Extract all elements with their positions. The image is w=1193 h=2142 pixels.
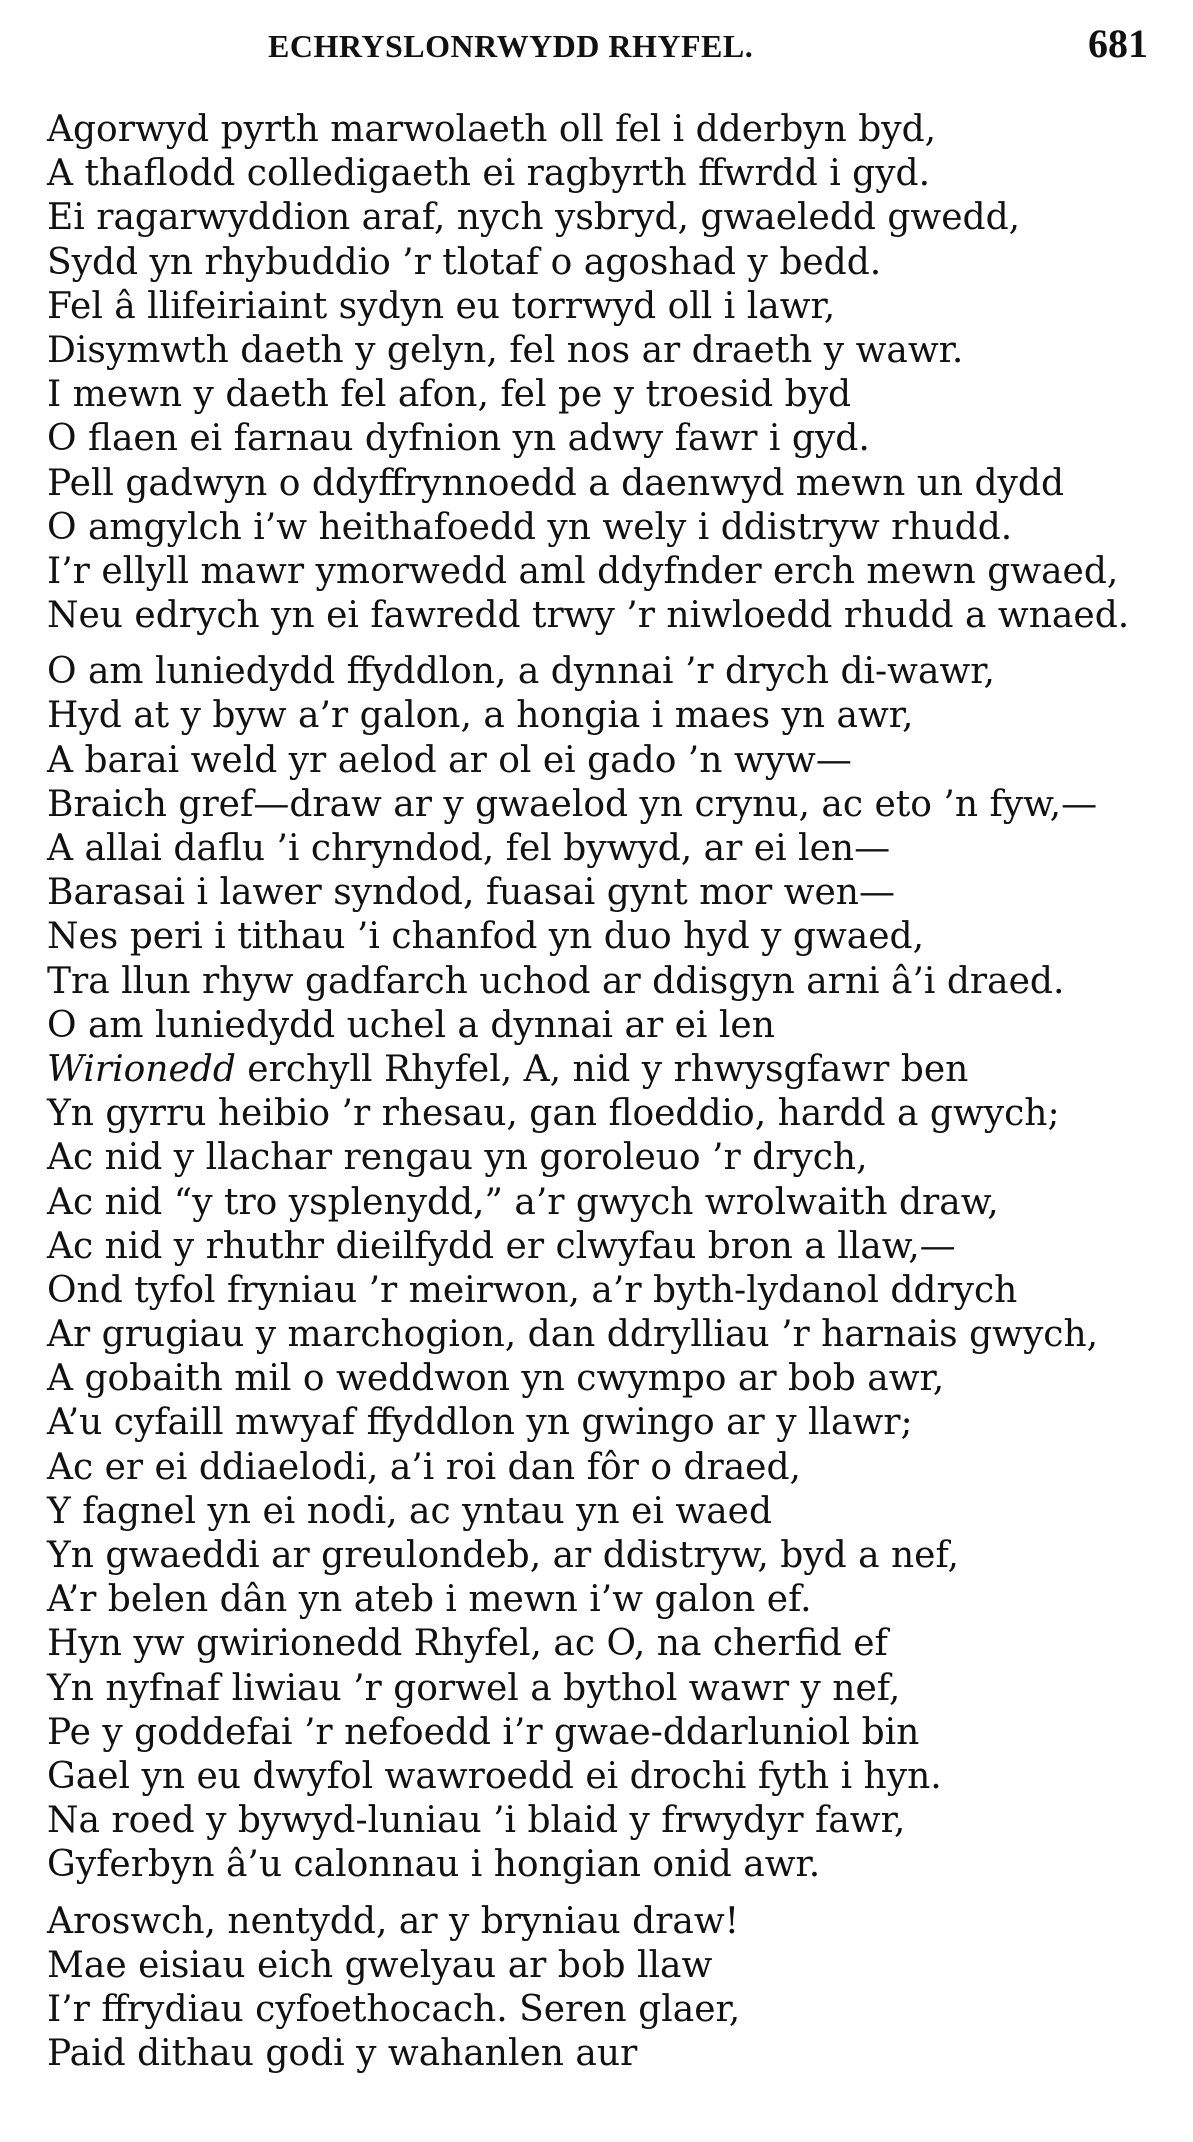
- poem-line: Ac nid y llachar rengau yn goroleuo ’r drych,: [47, 1137, 868, 1179]
- poem-line: Gyferbyn â’u calonnau i hongian onid awr.: [47, 1844, 821, 1886]
- poem-line: Fel â llifeiriaint sydyn eu torrwyd oll i lawr,: [47, 285, 836, 327]
- poem-line: Hyn yw gwirionedd Rhyfel, ac O, na cherfid ef: [47, 1623, 888, 1665]
- stanza-1: [47, 108, 1167, 638]
- poem-line: Yn nyfnaf liwiau ’r gorwel a bythol wawr y nef,: [47, 1667, 901, 1709]
- poem-line: Gael yn eu dwyfol wawroedd ei drochi fyth i hyn.: [47, 1755, 942, 1797]
- poem-line: Mae eisiau eich gwelyau ar bob llaw: [47, 1944, 713, 1986]
- stanza-3: [47, 1900, 1167, 2077]
- poem-line: Agorwyd pyrth marwolaeth oll fel i dderbyn byd,: [47, 109, 937, 150]
- poem-line: Neu edrych yn ei fawredd trwy ’r niwloedd rhudd a wnaed.: [47, 595, 1130, 637]
- poem-line: Hyd at y byw a’r galon, a hongia i maes yn awr,: [47, 695, 914, 737]
- poem-line: Sydd yn rhybuddio ’r tlotaf o agoshad y bedd.: [47, 241, 882, 283]
- poem-line: O flaen ei farnau dyfnion yn adwy fawr i gyd.: [47, 418, 870, 460]
- running-title: ECHRYSLONRWYDD RHYFEL.: [268, 28, 754, 64]
- poem-line: I’r ellyll mawr ymorwedd aml ddyfnder erch mewn gwaed,: [47, 550, 1119, 592]
- poem-line: Pell gadwyn o ddyffrynnoedd a daenwyd mewn un dydd: [47, 462, 1064, 504]
- poem-line: Barasai i lawer syndod, fuasai gynt mor wen—: [47, 872, 895, 914]
- poem-line: Ond tyfol fryniau ’r meirwon, a’r byth-lydanol ddrych: [47, 1269, 1018, 1311]
- page-number: 681: [1088, 21, 1148, 66]
- poem-line: A allai daflu ’i chryndod, fel bywyd, ar ei len—: [47, 828, 891, 869]
- poem-line: Ac nid “y tro ysplenydd,” a’r gwych wrolwaith draw,: [47, 1181, 999, 1223]
- poem-line: A’u cyfaill mwyaf ffyddlon yn gwingo ar y llawr;: [47, 1402, 913, 1444]
- poem-line: A’r belen dân yn ateb i mewn i’w galon ef.: [47, 1579, 812, 1621]
- stanza-2: [47, 650, 1167, 1887]
- poem-line: Ar grugiau y marchogion, dan ddrylliau ’r harnais gwych,: [47, 1314, 1099, 1356]
- poem-line: I mewn y daeth fel afon, fel pe y troesid byd: [47, 374, 852, 416]
- poem-line: A barai weld yr aelod ar ol ei gado ’n wyw—: [47, 739, 852, 781]
- poem-line: I’r ffrydiau cyfoethocach. Seren glaer,: [47, 1988, 741, 2030]
- poem-line: O am luniedydd uchel a dynnai ar ei len: [47, 1004, 775, 1046]
- poem-line: Y fagnel yn ei nodi, ac yntau yn ei waed: [47, 1490, 773, 1532]
- poem-line: Disymwth daeth y gelyn, fel nos ar draeth y wawr.: [47, 329, 964, 371]
- poem-line: Na roed y bywyd-luniau ’i blaid y frwydyr fawr,: [47, 1800, 906, 1842]
- poem-line: Yn gyrru heibio ’r rhesau, gan floeddio, hardd a gwych;: [47, 1093, 1060, 1135]
- poem-line: Ei ragarwyddion araf, nych ysbryd, gwaeledd gwedd,: [47, 197, 1021, 239]
- poem-line: Yn gwaeddi ar greulondeb, ar ddistryw, byd a nef,: [47, 1535, 959, 1576]
- poem-line: O am luniedydd ffyddlon, a dynnai ’r drych di-wawr,: [47, 651, 995, 693]
- poem-line: Braich gref—draw ar y gwaelod yn crynu, ac eto ’n fyw,—: [47, 783, 1098, 825]
- poem-line: Tra llun rhyw gadfarch uchod ar ddisgyn arni â’i draed.: [47, 960, 1065, 1002]
- poem: [47, 108, 1167, 2088]
- poem-line: Wirionedd erchyll Rhyfel, A, nid y rhwysgfawr ben: [47, 1048, 969, 1090]
- poem-line: Aroswch, nentydd, ar y bryniau draw!: [47, 1900, 740, 1942]
- poem-line: A gobaith mil o weddwon yn cwympo ar bob awr,: [47, 1358, 945, 1400]
- poem-line: O amgylch i’w heithafoedd yn wely i ddistryw rhudd.: [47, 506, 1013, 548]
- poem-line: Pe y goddefai ’r nefoedd i’r gwae-ddarluniol bin: [47, 1711, 920, 1753]
- poem-line: Paid dithau godi y wahanlen aur: [47, 2033, 638, 2075]
- poem-line: A thaflodd colledigaeth ei ragbyrth ffwrdd i gyd.: [47, 153, 931, 195]
- poem-line: Nes peri i tithau ’i chanfod yn duo hyd y gwaed,: [47, 916, 925, 958]
- poem-line: Ac er ei ddiaelodi, a’i roi dan fôr o draed,: [47, 1446, 801, 1488]
- poem-line: Ac nid y rhuthr dieilfydd er clwyfau bron a llaw,—: [47, 1225, 956, 1267]
